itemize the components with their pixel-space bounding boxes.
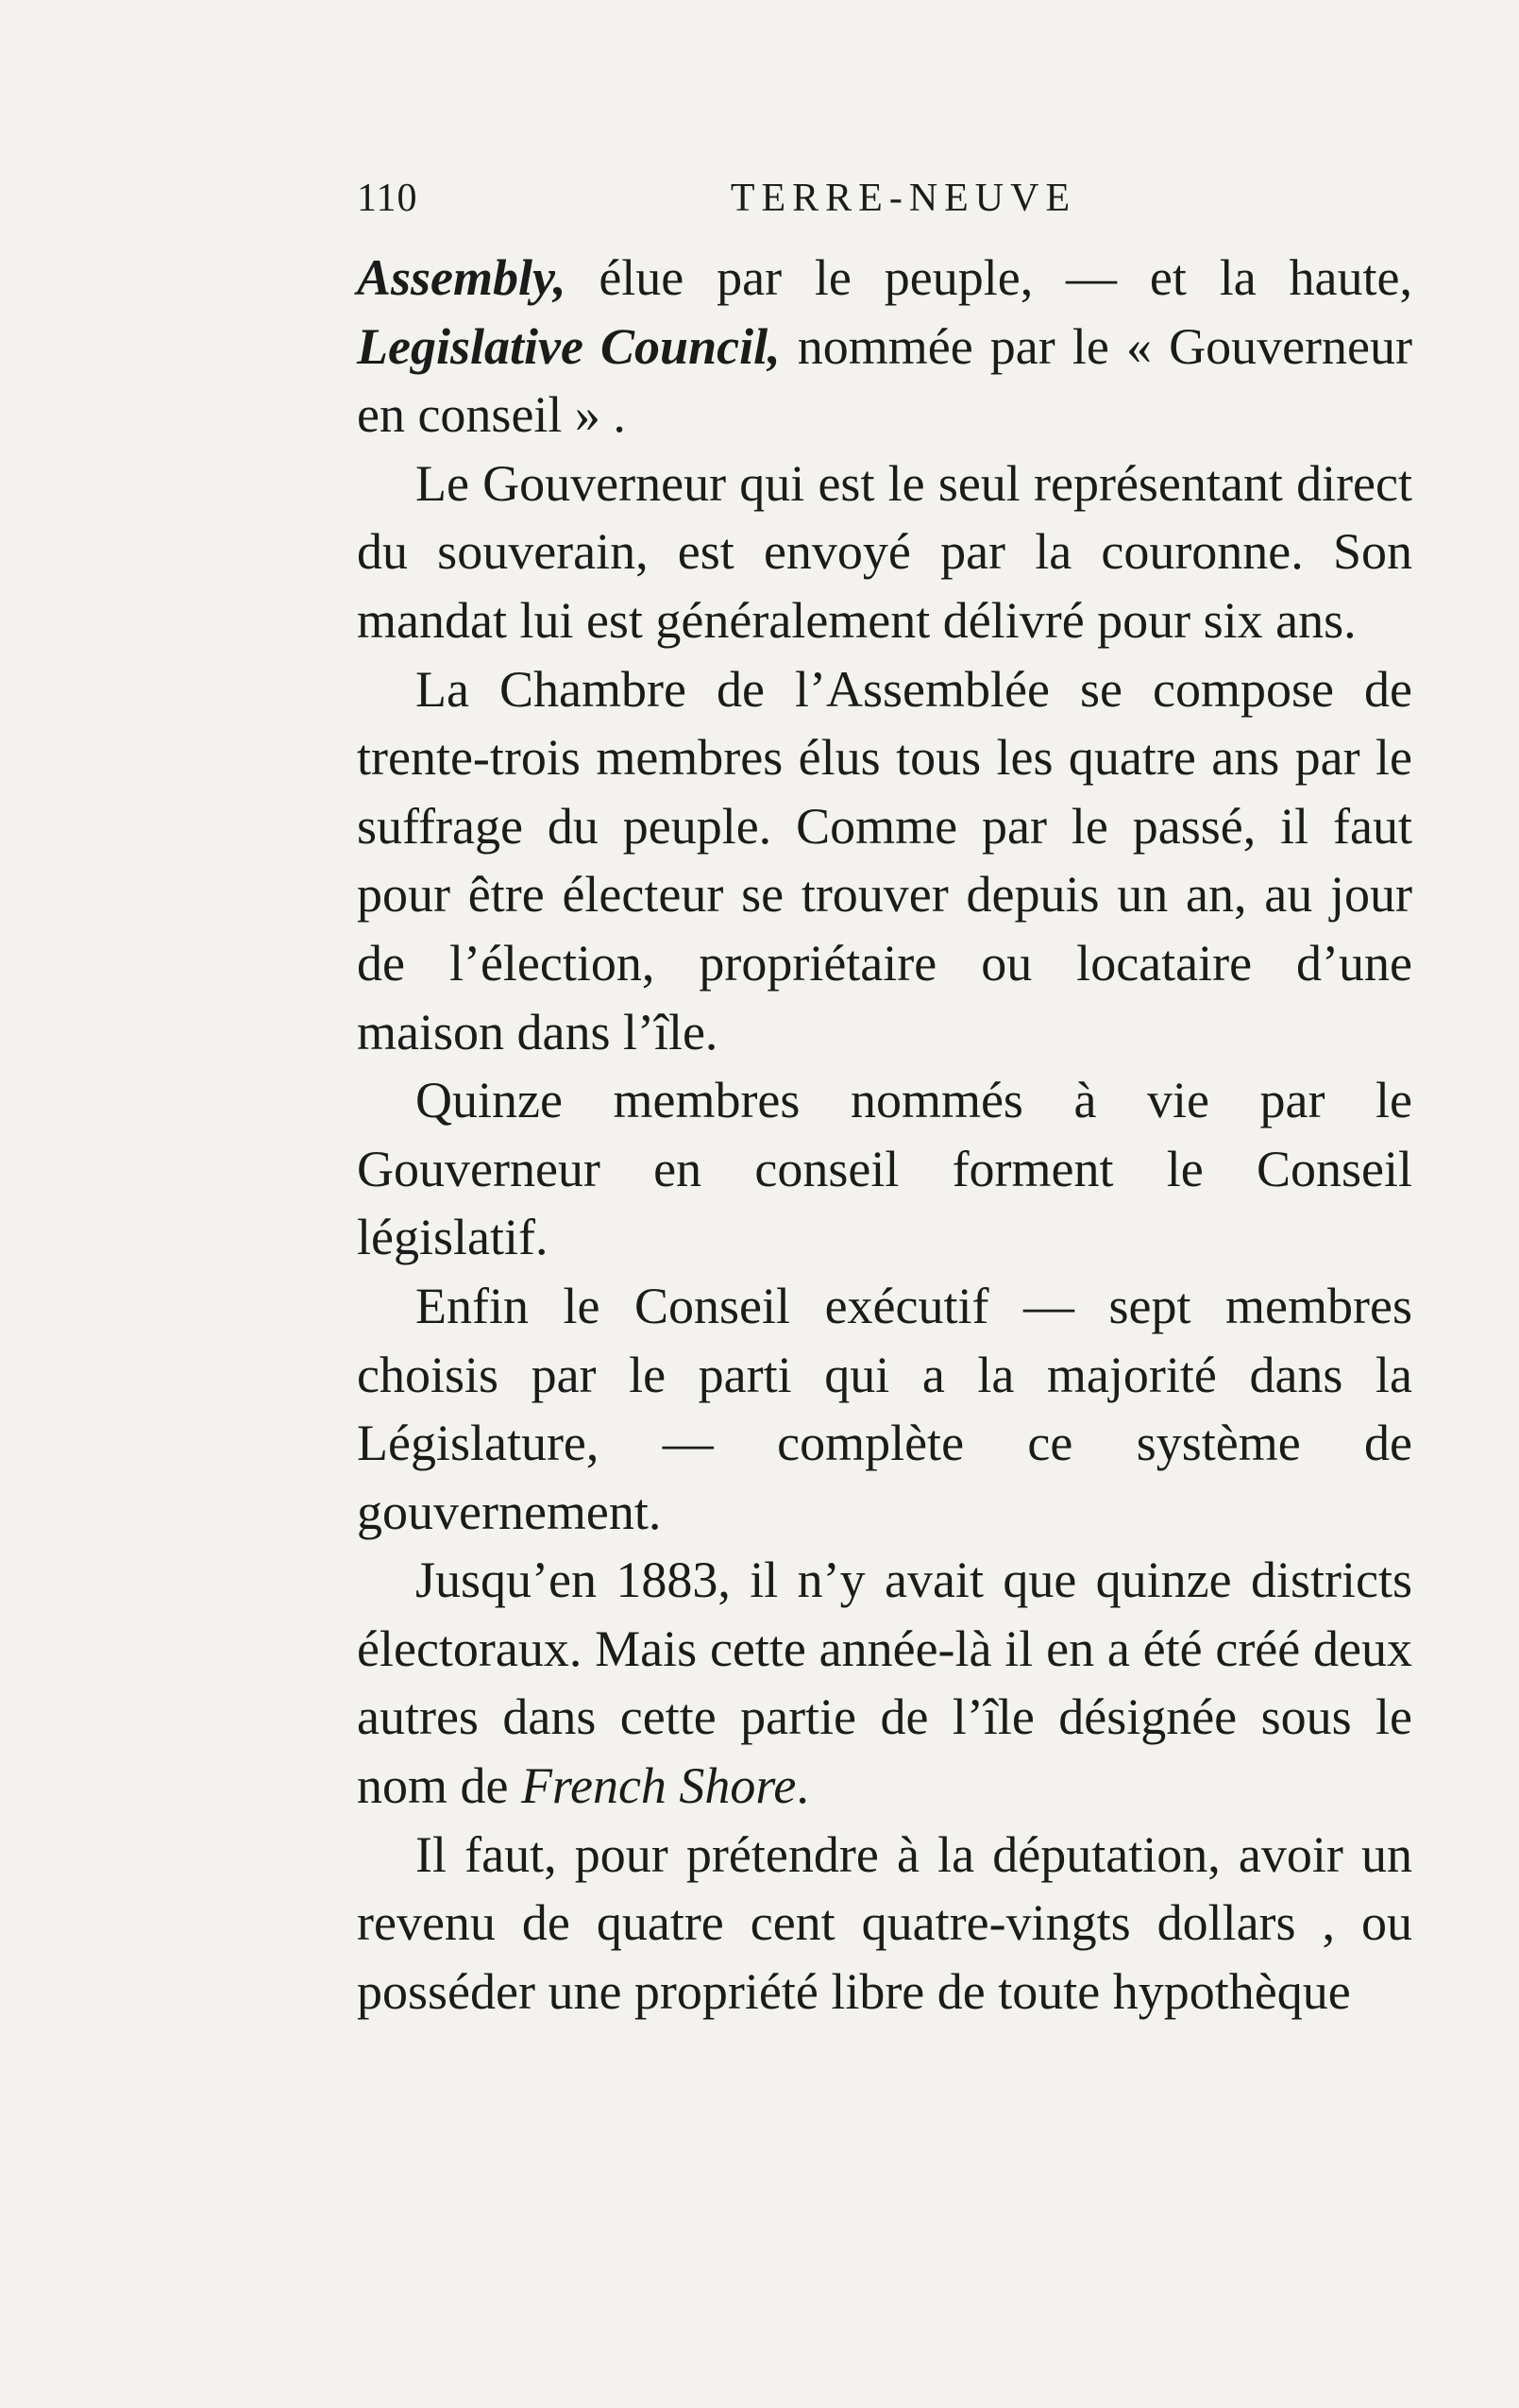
paragraph-5: Enfin le Conseil exécutif — sept membres choisis par le parti qui a la majorité dans la Législature, — complète ce système de gouvernement. (357, 1277, 1412, 1540)
page-number: 110 (357, 177, 418, 220)
italic-term-legislative-council: Legislative Council, (357, 317, 781, 375)
italic-term-french-shore: French Shore (520, 1757, 797, 1815)
paragraph-4: Quinze membres nommés à vie par le Gouverneur en conseil forment le Conseil législatif. (357, 1072, 1412, 1266)
paragraph-6 (357, 1546, 1412, 1820)
page-header (357, 176, 1412, 229)
paragraph-7: Il faut, pour prétendre à la députation, avoir un revenu de quatre cent quatre-vingts dollars , ou posséder une propriété libre de toute hypothèque (357, 1825, 1412, 2020)
italic-term-assembly: Assembly, (357, 249, 566, 306)
paragraph-1-text-b: nommée par le « Gouverneur en conseil » . (357, 317, 1412, 444)
paragraph-6-text-a: Jusqu’en 1883, il n’y avait que quinze districts électoraux. Mais cette année-là il en a été créé deux autres dans cette partie de l’île désignée sous le nom de (357, 1552, 1412, 1815)
running-head: TERRE-NEUVE (730, 177, 1077, 220)
paragraph-6-text-b: . (796, 1757, 809, 1815)
body-text (357, 244, 1412, 2026)
paragraph-1 (357, 244, 1412, 449)
paragraph-3: La Chambre de l’Assemblée se compose de trente-trois membres élus tous les quatre ans par le suffrage du peuple. Comme par le passé, il faut pour être électeur se trouver depuis un an, au jour de l’élection, propriétaire ou locataire d’une maison dans l’île. (357, 660, 1412, 1060)
paragraph-1-text-a: élue par le peuple, — et la haute, (565, 249, 1412, 306)
paragraph-2: Le Gouverneur qui est le seul représentant direct du souverain, est envoyé par la couronne. Son mandat lui est généralement délivré pour six ans. (357, 454, 1412, 649)
